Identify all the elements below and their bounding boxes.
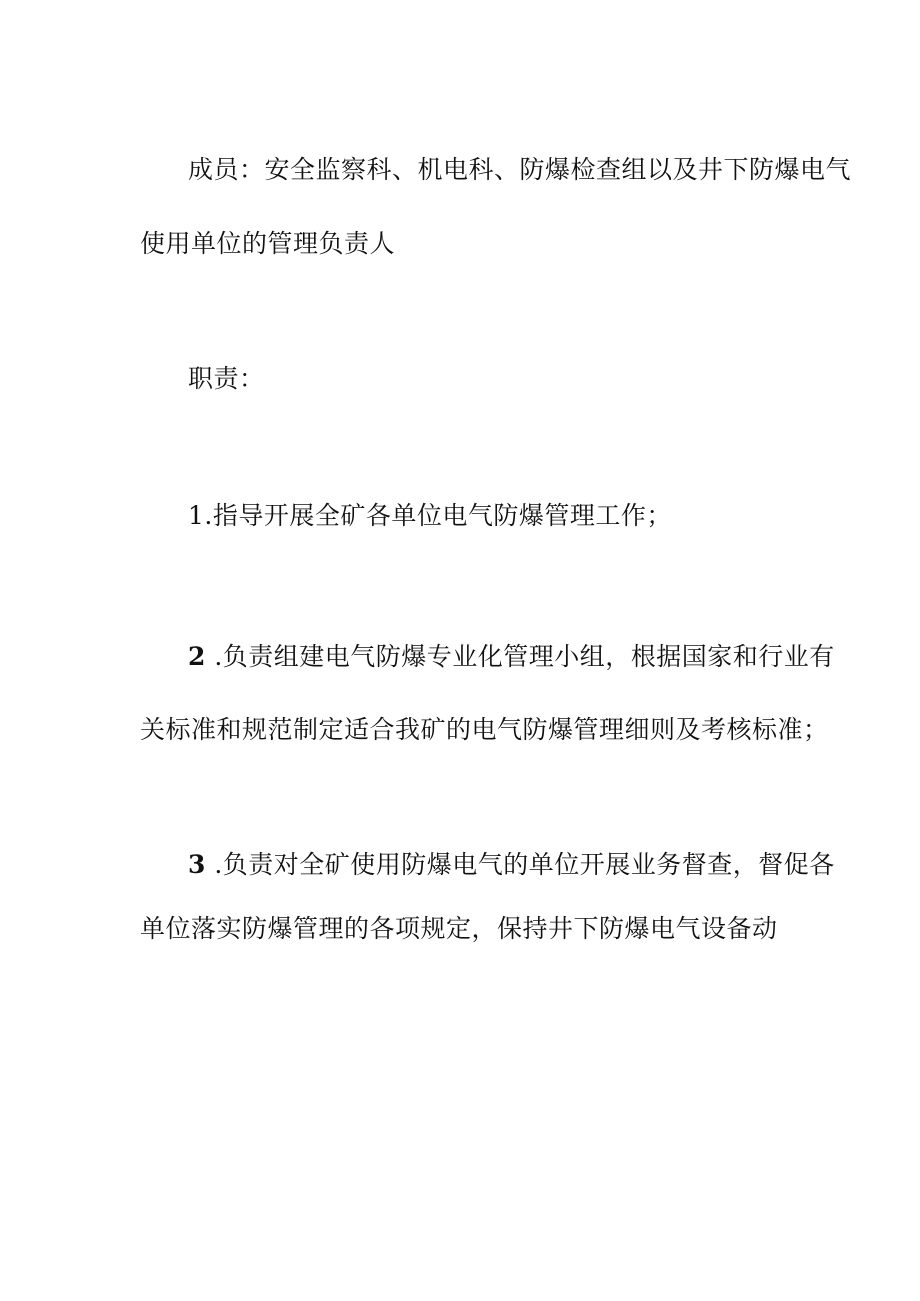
duty-item-3-line-1 (188, 849, 835, 881)
duty-item-2-line-2: 关标准和规范制定适合我矿的电气防爆管理细则及考核标准； (140, 715, 829, 744)
members-line-1: 成员：安全监察科、机电科、防爆检查组以及井下防爆电气 (188, 155, 852, 184)
duty-item-2-number: 2 (188, 642, 206, 671)
duty-item-2-line-1 (188, 641, 835, 673)
duty-item-2-text: .负责组建电气防爆专业化管理小组，根据国家和行业有 (205, 642, 835, 671)
duty-item-3-text: .负责对全矿使用防爆电气的单位开展业务督查，督促各 (205, 850, 835, 879)
duty-item-3-line-2: 单位落实防爆管理的各项规定，保持井下防爆电气设备动 (140, 914, 778, 943)
duties-heading: 职责： (188, 364, 265, 393)
members-line-2: 使用单位的管理负责人 (140, 229, 396, 258)
duty-item-1: 1.指导开展全矿各单位电气防爆管理工作； (188, 501, 672, 530)
duty-item-3-number: 3 (188, 850, 206, 879)
